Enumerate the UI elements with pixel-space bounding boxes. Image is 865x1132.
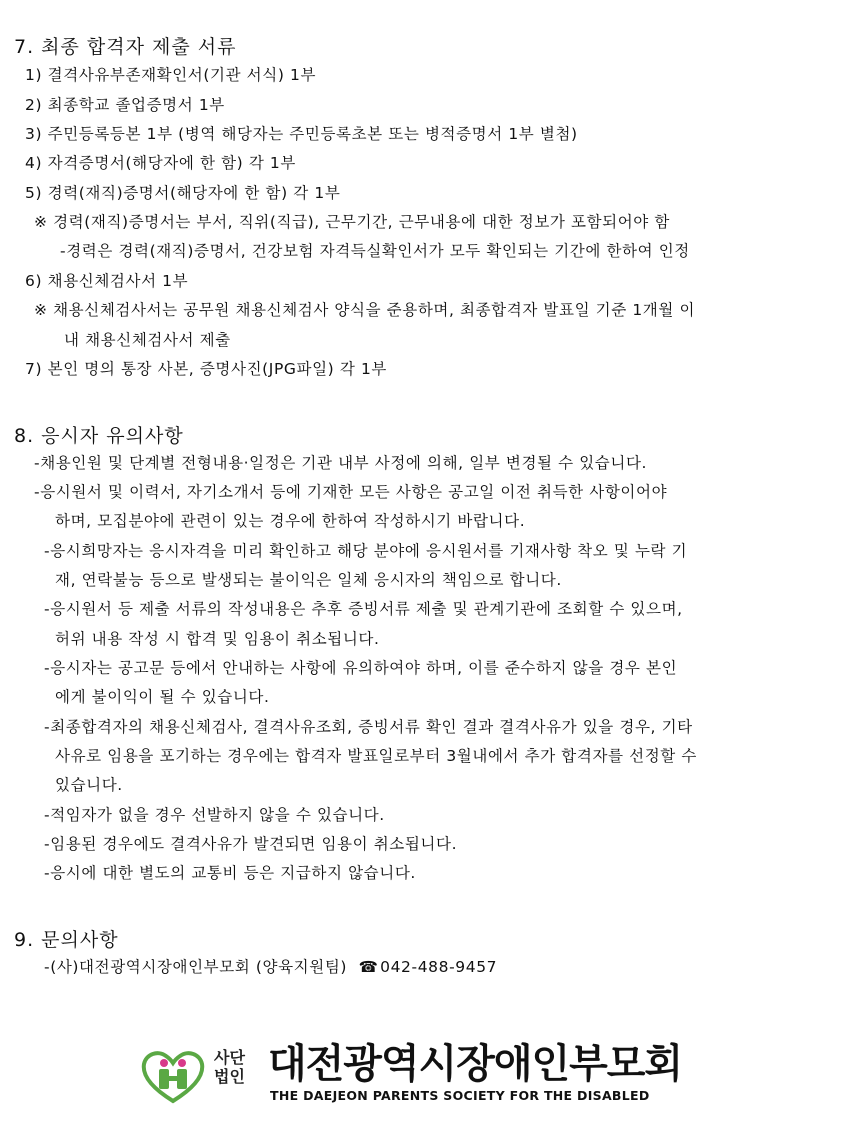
sec8-line-2: -응시원서 및 이력서, 자기소개서 등에 기재한 모든 사항은 공고일 이전 취득한 사항이어야 — [34, 483, 668, 501]
corp-type-line-2: 법인 — [214, 1067, 245, 1086]
section-7-title: 7. 최종 합격자 제출 서류 — [14, 36, 237, 58]
sec8-line-4: -응시희망자는 응시자격을 미리 확인하고 해당 분야에 응시원서를 기재사항 착오 및 누락 기 — [44, 542, 688, 560]
organization-logo — [140, 1042, 720, 1112]
sec8-line-6: -응시원서 등 제출 서류의 작성내용은 추후 증빙서류 제출 및 관계기관에 조회할 수 있으며, — [44, 600, 683, 618]
telephone-icon: ☎ — [358, 958, 379, 976]
sec8-line-1: -채용인원 및 단계별 전형내용·일정은 기관 내부 사정에 의해, 일부 변경될 수 있습니다. — [34, 454, 648, 472]
sec7-item-1: 1) 결격사유부존재확인서(기관 서식) 1부 — [25, 66, 317, 84]
sec8-line-15: -응시에 대한 별도의 교통비 등은 지급하지 않습니다. — [44, 864, 416, 882]
sec8-line-3: 하며, 모집분야에 관련이 있는 경우에 한하여 작성하시기 바랍니다. — [55, 512, 526, 530]
corp-type-line-1: 사단 — [214, 1048, 245, 1067]
sec8-line-12: 있습니다. — [55, 776, 123, 794]
sec8-line-11: 사유로 임용을 포기하는 경우에는 합격자 발표일로부터 3월내에서 추가 합격자를 선정할 수 — [55, 747, 697, 765]
heart-people-logo-icon — [140, 1048, 206, 1104]
sec7-item-3: 3) 주민등록등본 1부 (병역 해당자는 주민등록초본 또는 병적증명서 1부 별첨) — [25, 125, 578, 143]
section-9-title: 9. 문의사항 — [14, 929, 119, 951]
sec7-note-6a: ※ 채용신체검사서는 공무원 채용신체검사 양식을 준용하며, 최종합격자 발표일 기준 1개월 이 — [34, 301, 696, 319]
sec8-line-10: -최종합격자의 채용신체검사, 결격사유조회, 증빙서류 확인 결과 결격사유가 있을 경우, 기타 — [44, 718, 693, 736]
sec8-line-13: -적임자가 없을 경우 선발하지 않을 수 있습니다. — [44, 806, 385, 824]
sec8-line-9: 에게 불이익이 될 수 있습니다. — [55, 688, 270, 706]
section-8-title: 8. 응시자 유의사항 — [14, 425, 184, 447]
sec8-line-5: 재, 연락불능 등으로 발생되는 불이익은 일체 응시자의 책임으로 합니다. — [55, 571, 562, 589]
sec8-line-8: -응시자는 공고문 등에서 안내하는 사항에 유의하여야 하며, 이를 준수하지 않을 경우 본인 — [44, 659, 678, 677]
sec7-item-5: 5) 경력(재직)증명서(해당자에 한 함) 각 1부 — [25, 184, 341, 202]
corporation-type — [214, 1048, 245, 1086]
sec7-note-5b: -경력은 경력(재직)증명서, 건강보험 자격득실확인서가 모두 확인되는 기간에 한하여 인정 — [60, 242, 690, 260]
contact-org: -(사)대전광역시장애인부모회 (양육지원팀) — [44, 958, 348, 976]
sec7-note-5a: ※ 경력(재직)증명서는 부서, 직위(직급), 근무기간, 근무내용에 대한 정보가 포함되어야 함 — [34, 213, 670, 231]
contact-phone: 042-488-9457 — [380, 958, 498, 976]
sec7-item-4: 4) 자격증명서(해당자에 한 함) 각 1부 — [25, 154, 296, 172]
organization-name: 대전광역시장애인부모회 — [268, 1041, 683, 1087]
sec7-item-7: 7) 본인 명의 통장 사본, 증명사진(JPG파일) 각 1부 — [25, 360, 387, 378]
sec7-item-6: 6) 채용신체검사서 1부 — [25, 272, 189, 290]
organization-english-name: THE DAEJEON PARENTS SOCIETY FOR THE DISABLED — [270, 1088, 650, 1103]
sec9-contact — [44, 960, 497, 976]
sec7-note-6b: 내 채용신체검사서 제출 — [64, 331, 231, 349]
sec8-line-14: -임용된 경우에도 결격사유가 발견되면 임용이 취소됩니다. — [44, 835, 458, 853]
sec7-item-2: 2) 최종학교 졸업증명서 1부 — [25, 96, 225, 114]
sec8-line-7: 허위 내용 작성 시 합격 및 임용이 취소됩니다. — [55, 630, 380, 648]
